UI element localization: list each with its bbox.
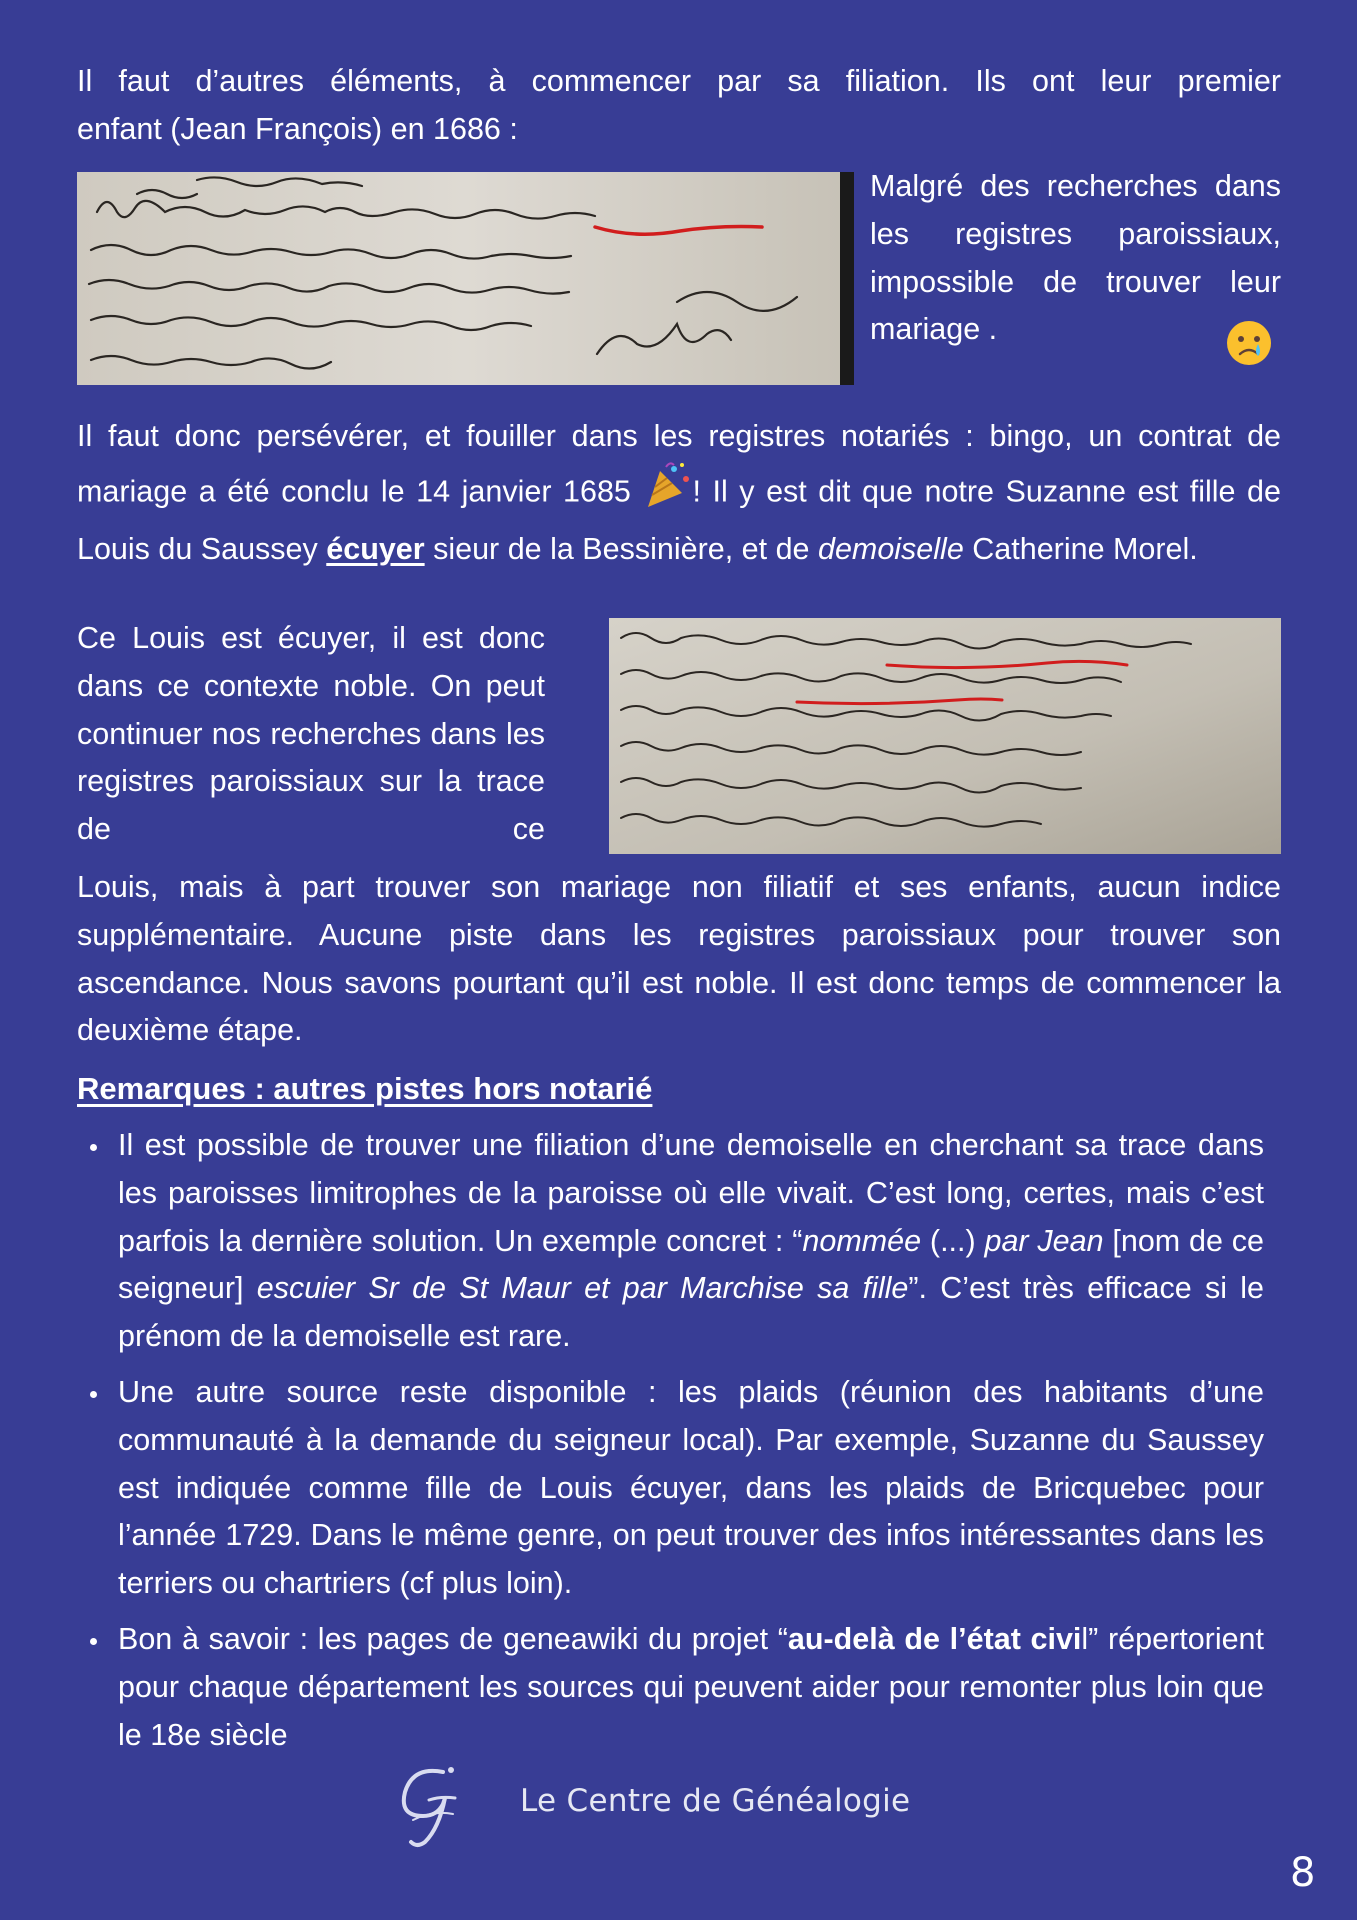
remark-3-text-b: l” répertorient pour chaque département les sources qui peuvent aider pour remonter plus loin que le 18e siècle bbox=[118, 1621, 1264, 1752]
ecuyer-highlight: écuyer bbox=[326, 531, 425, 566]
notarial-text-part-3: sieur de la Bessinière, et de bbox=[433, 531, 810, 566]
remark-1-text-c: [nom de ce seigneur] bbox=[118, 1223, 1264, 1306]
remark-3-text-a: Bon à savoir : les pages de geneawiki du projet “ bbox=[118, 1621, 788, 1656]
baptism-record-image bbox=[77, 172, 854, 385]
remark-1-italic-3: escuier Sr de St Maur et par Marchise sa fille bbox=[256, 1271, 909, 1306]
notarial-text-part-4: Catherine Morel. bbox=[972, 531, 1198, 566]
demoiselle-emphasis: demoiselle bbox=[817, 531, 964, 566]
side-note-text: Malgré des recherches dans les registres paroissiaux, impossible de trouver leur mariage . bbox=[870, 169, 1281, 347]
intro-line-2: enfant (Jean François) en 1686 : bbox=[77, 111, 518, 146]
remark-3-bold: au-delà de l’état civi bbox=[787, 1621, 1082, 1656]
side-note bbox=[870, 163, 1281, 354]
noble-text-left: Ce Louis est écuyer, il est donc dans ce contexte noble. On peut continuer nos recherches dans les registres paroissiaux sur la trace de ce bbox=[77, 621, 545, 847]
list-item bbox=[77, 1616, 1264, 1759]
noble-paragraph-left bbox=[77, 615, 545, 854]
marriage-contract-image bbox=[609, 618, 1281, 854]
remark-2-text: Une autre source reste disponible : les plaids (réunion des habitants d’une communauté à la demande du seigneur local). Par exemple, Suzanne du Saussey est indiquée comme fille de Louis écuyer, dans les plaids de Bricquebec pour l’année 1729. Dans le même genre, on peut trouver des infos intéressantes dans les terriers ou chartriers (cf plus loin). bbox=[118, 1374, 1264, 1601]
crying-face-icon bbox=[1224, 318, 1274, 383]
notarial-text-part-2: ! Il y est dit que notre Suzanne est fille de Louis du Saussey bbox=[77, 474, 1281, 566]
footer-brand: Le Centre de Généalogie bbox=[520, 1783, 911, 1819]
logo-g-icon bbox=[395, 1760, 475, 1865]
remark-1-text-a: Il est possible de trouver une filiation d’une demoiselle en cherchant sa trace dans les paroisses limitrophes de la paroisse où elle vivait. C’est long, certes, mais c’est parfois la dernière solution. Un exemple concret : “ bbox=[118, 1128, 1264, 1258]
remarks-heading: Remarques : autres pistes hors notarié bbox=[77, 1071, 653, 1106]
remarks-list-container bbox=[77, 1122, 1264, 1767]
list-item bbox=[77, 1369, 1264, 1608]
remark-1-text-d: ”. C’est très efficace si le prénom de la demoiselle est rare. bbox=[118, 1271, 1264, 1354]
remark-1-italic-1: nommée bbox=[802, 1223, 922, 1258]
noble-text-continued: Louis, mais à part trouver son mariage non filiatif et ses enfants, aucun indice supplémentaire. Aucune piste dans les registres paroissiaux pour trouver son ascendance. Nous savons pourtant qu’il est noble. Il est donc temps de commencer la deuxième étape. bbox=[77, 870, 1281, 1048]
remark-1-text-b: (...) bbox=[921, 1223, 985, 1258]
remarks-section bbox=[77, 1065, 1281, 1113]
intro-paragraph bbox=[77, 58, 1281, 154]
page-number: 8 bbox=[1290, 1850, 1316, 1896]
party-popper-icon bbox=[642, 461, 692, 526]
remark-1-italic-2: par Jean bbox=[984, 1223, 1104, 1258]
notarial-paragraph bbox=[77, 413, 1281, 573]
remarks-list bbox=[77, 1122, 1264, 1759]
intro-line-1: Il faut d’autres éléments, à commencer par sa filiation. Ils ont leur premier bbox=[77, 64, 1281, 98]
list-item bbox=[77, 1122, 1264, 1361]
notarial-text-part-1: Il faut donc persévérer, et fouiller dans les registres notariés : bingo, un contrat de mariage a été conclu le 14 janvier 1685 bbox=[77, 419, 1281, 509]
noble-paragraph-continued bbox=[77, 864, 1281, 1055]
